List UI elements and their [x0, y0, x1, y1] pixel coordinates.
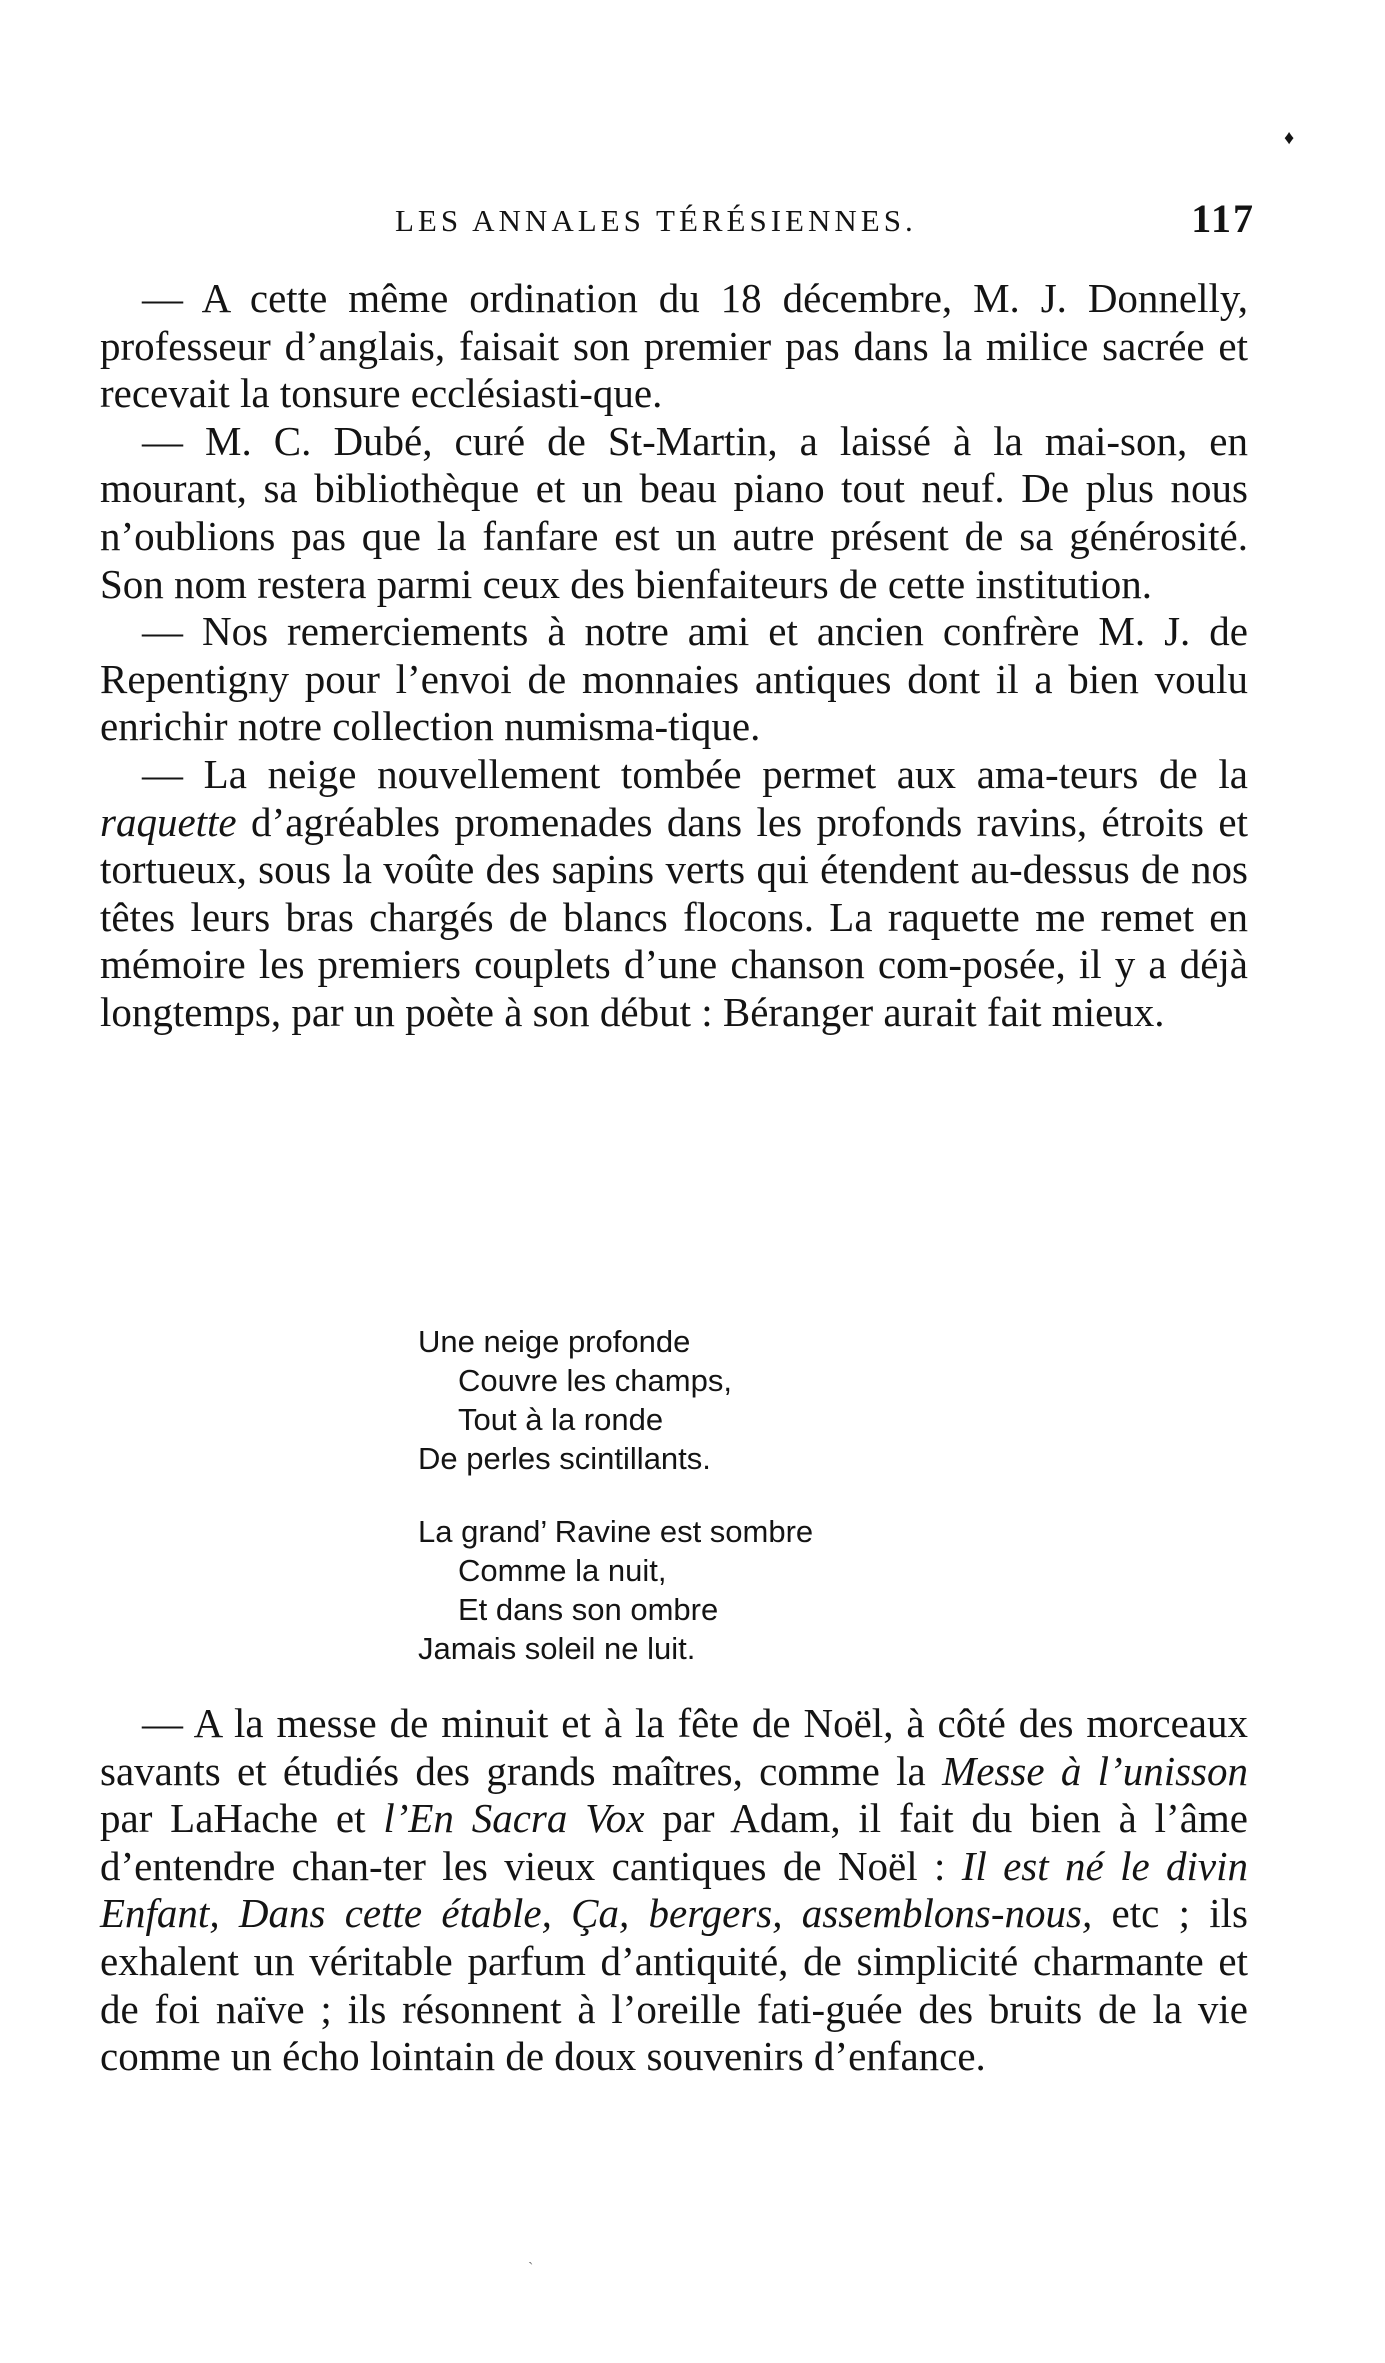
poem-stanza-1 — [418, 1322, 978, 1478]
running-header — [395, 195, 1265, 245]
paragraph-text: — A cette même ordination du 18 décembre, M. J. Donnelly, professeur d’anglais, faisait son premier pas dans la milice sacrée et recevait la tonsure ecclésiasti-que. — [100, 275, 1248, 417]
text-block-bottom — [100, 1700, 1248, 2081]
poem-line: De perles scintillants. — [418, 1441, 711, 1476]
poem-line: Tout à la ronde — [458, 1402, 664, 1437]
poem-stanza-2 — [418, 1512, 978, 1668]
page-number: 117 — [1191, 196, 1255, 241]
corner-mark: ♦ — [1284, 127, 1295, 149]
paragraph — [100, 751, 1248, 1037]
italic-text: Messe à l’unisson — [942, 1747, 1248, 1794]
paragraph — [100, 418, 1248, 608]
paragraph — [100, 275, 1248, 418]
poem-line: La grand’ Ravine est sombre — [418, 1514, 814, 1549]
paragraph-text: par Adam, il fait du bien à l’âme d’entendre chan-ter les vieux cantiques de Noël : — [100, 1795, 1248, 1889]
poem-line: Couvre les champs, — [458, 1363, 732, 1398]
poem-line: Comme la nuit, — [458, 1553, 667, 1588]
paragraph-text: — A la messe de minuit et à la fête de Noël, à côté des morceaux savants et étudiés des grands maîtres, comme la — [100, 1700, 1248, 1794]
paragraph-text: — La neige nouvellement tombée permet aux ama-teurs de la — [142, 750, 1248, 797]
italic-text: Il est né le divin Enfant, Dans cette étable, Ça, bergers, assemblons-nous, — [100, 1842, 1248, 1937]
paragraph-text: etc ; ils exhalent un véritable parfum d’antiquité, de simplicité charmante et de foi naïve ; ils résonnent à l’oreille fati-guée des bruits de la vie comme un écho lointain de doux souvenirs d’enfance. — [100, 1890, 1248, 2080]
text-block-top — [100, 275, 1248, 1037]
poem-line: Et dans son ombre — [458, 1592, 719, 1627]
paragraph-text: — Nos remerciements à notre ami et ancien confrère M. J. de Repentigny pour l’envoi de monnaies antiques dont il a bien voulu enrichir notre collection numisma-tique. — [100, 608, 1248, 750]
italic-text: l’En Sacra Vox — [383, 1795, 645, 1842]
running-title: LES ANNALES TÉRÉSIENNES. — [395, 203, 917, 238]
paragraph-text: par LaHache et — [100, 1795, 384, 1842]
paragraph — [100, 608, 1248, 751]
paragraph — [100, 1700, 1248, 2081]
paragraph-text: d’agréables promenades dans les profonds ravins, étroits et tortueux, sous la voûte des sapins verts qui étendent au-dessus de nos têtes leurs bras chargés de blancs flocons. La raquette me remet en mémoire les premiers couplets d’une chanson com-posée, il y a déjà longtemps, par un poète à son début : Béranger aurait fait mieux. — [100, 798, 1248, 1035]
poem-line: Jamais soleil ne luit. — [418, 1631, 696, 1666]
poem-line: Une neige profonde — [418, 1324, 691, 1359]
ink-mark: ˏ — [528, 2248, 534, 2265]
paragraph-text: — M. C. Dubé, curé de St-Martin, a laissé à la mai-son, en mourant, sa bibliothèque et un beau piano tout neuf. De plus nous n’oublions pas que la fanfare est un autre présent de sa générosité. Son nom restera parmi ceux des bienfaiteurs de cette institution. — [100, 417, 1248, 607]
italic-text: raquette — [100, 798, 237, 845]
